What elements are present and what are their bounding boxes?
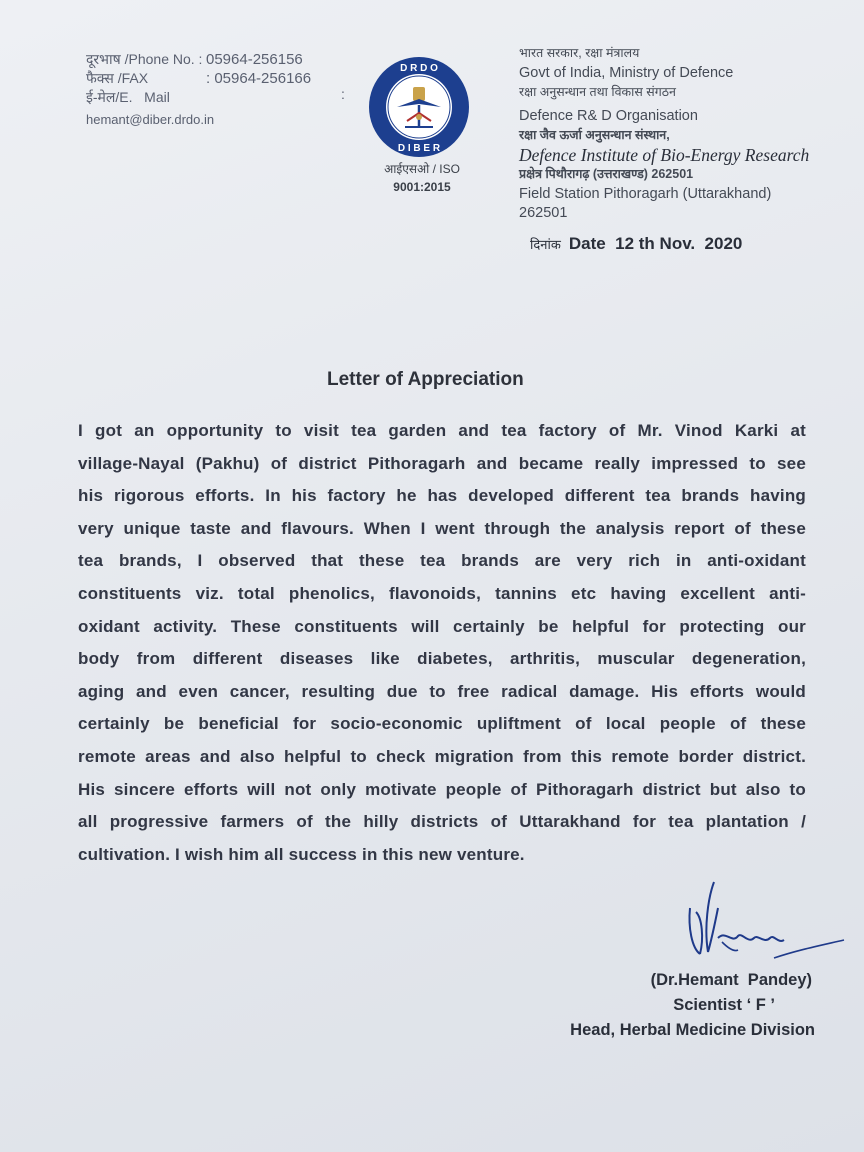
body-line: oxidant activity. These constituents will certainly be helpful for protecting our xyxy=(78,616,806,636)
letter-title: Letter of Appreciation xyxy=(327,369,524,390)
signatory-block xyxy=(540,968,815,1043)
contact-separator: : xyxy=(341,86,345,102)
contact-block xyxy=(86,50,311,129)
body-line: His sincere efforts will not only motivate people of Pithoragarh district but also to xyxy=(78,779,806,799)
org-line-1: भारत सरकार, रक्षा मंत्रालय xyxy=(519,46,640,60)
fax-value: : 05964-256166 xyxy=(206,70,312,87)
iso-certification xyxy=(372,160,472,196)
org-line-2: Govt of India, Ministry of Defence xyxy=(519,64,734,81)
logo-bottom-text: D I B E R xyxy=(397,143,441,154)
org-line-8: Field Station Pithoragarh (Uttarakhand) xyxy=(519,185,772,202)
body-line: village-Nayal (Pakhu) of district Pithoragarh and became really impressed to see xyxy=(78,453,806,473)
body-line: remote areas and also helpful to check migration from this remote border district. xyxy=(78,746,806,766)
email-label: ई-मेल/E. Mail xyxy=(86,89,170,105)
drdo-logo xyxy=(367,55,471,159)
body-line: all progressive farmers of the hilly districts of Uttarakhand for tea plantation / xyxy=(78,812,806,832)
date-value: Date 12 th Nov. 2020 xyxy=(568,234,743,253)
body-line: I got an opportunity to visit tea garden and tea factory of Mr. Vinod Karki at xyxy=(78,421,806,440)
org-line-5: रक्षा जैव ऊर्जा अनुसन्धान संस्थान, xyxy=(519,128,670,142)
iso-hindi: आईएसओ / ISO xyxy=(384,162,460,176)
org-line-4: Defence R& D Organisation xyxy=(519,107,698,124)
signatory-name: (Dr.Hemant Pandey) xyxy=(650,971,812,989)
logo-top-text: D R D O xyxy=(400,63,438,74)
body-line: cultivation. I wish him all success in this new venture. xyxy=(78,844,525,864)
body-line: constituents viz. total phenolics, flavonoids, tannins etc having excellent anti- xyxy=(78,583,806,603)
body-line: very unique taste and flavours. When I went through the analysis report of these xyxy=(78,518,806,538)
body-line: aging and even cancer, resulting due to free radical damage. His efforts would xyxy=(78,681,806,701)
iso-number: 9001:2015 xyxy=(393,180,451,194)
email-value: hemant@diber.drdo.in xyxy=(86,112,215,127)
signatory-designation: Scientist ‘ F ’ xyxy=(673,996,775,1014)
fax-label: फैक्स /FAX xyxy=(86,70,149,86)
organisation-block xyxy=(519,44,849,224)
handwritten-signature xyxy=(678,878,848,968)
org-line-9: 262501 xyxy=(519,205,568,221)
signatory-division: Head, Herbal Medicine Division xyxy=(570,1021,815,1039)
body-line: certainly be beneficial for socio-economic upliftment of local people of these xyxy=(78,714,806,734)
body-line: his rigorous efforts. In his factory he has developed different tea brands having xyxy=(78,486,806,506)
date-label-hindi: दिनांक xyxy=(530,237,561,252)
phone-value: 05964-256156 xyxy=(206,51,303,68)
body-line: tea brands, I observed that these tea brands are very rich in anti-oxidant xyxy=(78,551,806,571)
body-line: body from different diseases like diabetes, arthritis, muscular degeneration, xyxy=(78,649,806,669)
org-line-6: Defence Institute of Bio-Energy Research xyxy=(519,144,810,165)
org-line-3: रक्षा अनुसन्धान तथा विकास संगठन xyxy=(519,85,676,99)
phone-label: दूरभाष /Phone No. : xyxy=(86,51,203,67)
letter-body xyxy=(78,415,806,871)
org-line-7: प्रक्षेत्र पिथौरागढ़ (उत्तराखण्ड) 262501 xyxy=(519,167,694,181)
letter-date xyxy=(530,234,742,254)
